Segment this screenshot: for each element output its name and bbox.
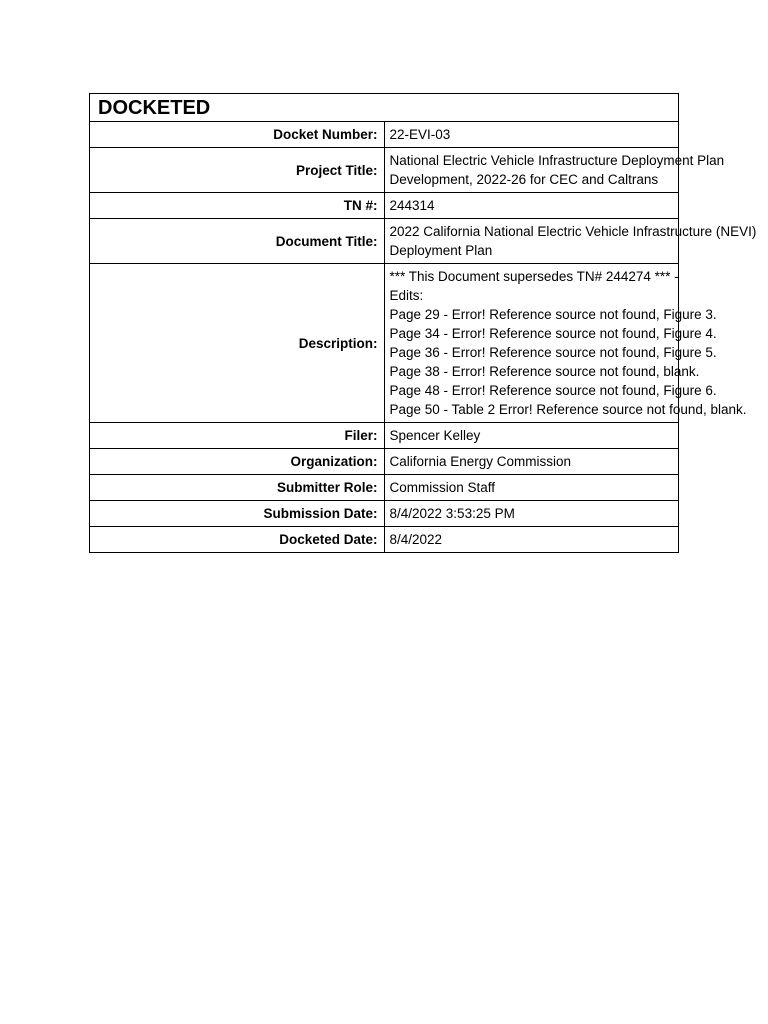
docketed-date-value: 8/4/2022: [384, 527, 679, 553]
docket-cover-table: [89, 93, 757, 553]
docketed-heading: DOCKETED: [90, 94, 679, 122]
filer-row: [90, 423, 679, 449]
docket-number-row: [90, 122, 679, 148]
description-line: Page 38 - Error! Reference source not found, blank.: [389, 364, 700, 379]
description-line: Page 48 - Error! Reference source not found, Figure 6.: [389, 383, 717, 398]
document-title-line: Deployment Plan: [389, 243, 493, 258]
submitter-role-row: [90, 475, 679, 501]
description-row: [90, 264, 679, 423]
submitter-role-value: Commission Staff: [384, 475, 679, 501]
document-title-row: [90, 219, 679, 264]
document-title-label: Document Title:: [90, 219, 385, 264]
organization-label: Organization:: [90, 449, 385, 475]
description-line: *** This Document supersedes TN# 244274 *** -: [389, 269, 679, 284]
tn-value: 244314: [384, 193, 679, 219]
tn-label: TN #:: [90, 193, 385, 219]
filer-value: Spencer Kelley: [384, 423, 679, 449]
description-label: Description:: [90, 264, 385, 423]
project-title-line: National Electric Vehicle Infrastructure Deployment Plan: [389, 153, 725, 168]
submission-date-value: 8/4/2022 3:53:25 PM: [384, 501, 679, 527]
docket-number-label: Docket Number:: [90, 122, 385, 148]
docketed-date-row: [90, 527, 679, 553]
docket-number-value: 22-EVI-03: [384, 122, 679, 148]
submitter-role-label: Submitter Role:: [90, 475, 385, 501]
docketed-date-label: Docketed Date:: [90, 527, 385, 553]
docketed-header-row: [90, 94, 679, 122]
tn-row: [90, 193, 679, 219]
description-line: Edits:: [389, 288, 424, 303]
project-title-line: Development, 2022-26 for CEC and Caltrans: [389, 172, 659, 187]
document-title-value: [384, 219, 757, 264]
project-title-label: Project Title:: [90, 148, 385, 193]
project-title-value: [384, 148, 725, 193]
description-line: Page 36 - Error! Reference source not found, Figure 5.: [389, 345, 717, 360]
submission-date-row: [90, 501, 679, 527]
description-line: Page 50 - Table 2 Error! Reference source not found, blank.: [389, 402, 747, 417]
organization-row: [90, 449, 679, 475]
filer-label: Filer:: [90, 423, 385, 449]
organization-value: California Energy Commission: [384, 449, 679, 475]
project-title-row: [90, 148, 679, 193]
submission-date-label: Submission Date:: [90, 501, 385, 527]
description-line: Page 29 - Error! Reference source not found, Figure 3.: [389, 307, 717, 322]
document-title-line: 2022 California National Electric Vehicle Infrastructure (NEVI): [389, 224, 757, 239]
description-line: Page 34 - Error! Reference source not found, Figure 4.: [389, 326, 717, 341]
description-value: [384, 264, 747, 423]
